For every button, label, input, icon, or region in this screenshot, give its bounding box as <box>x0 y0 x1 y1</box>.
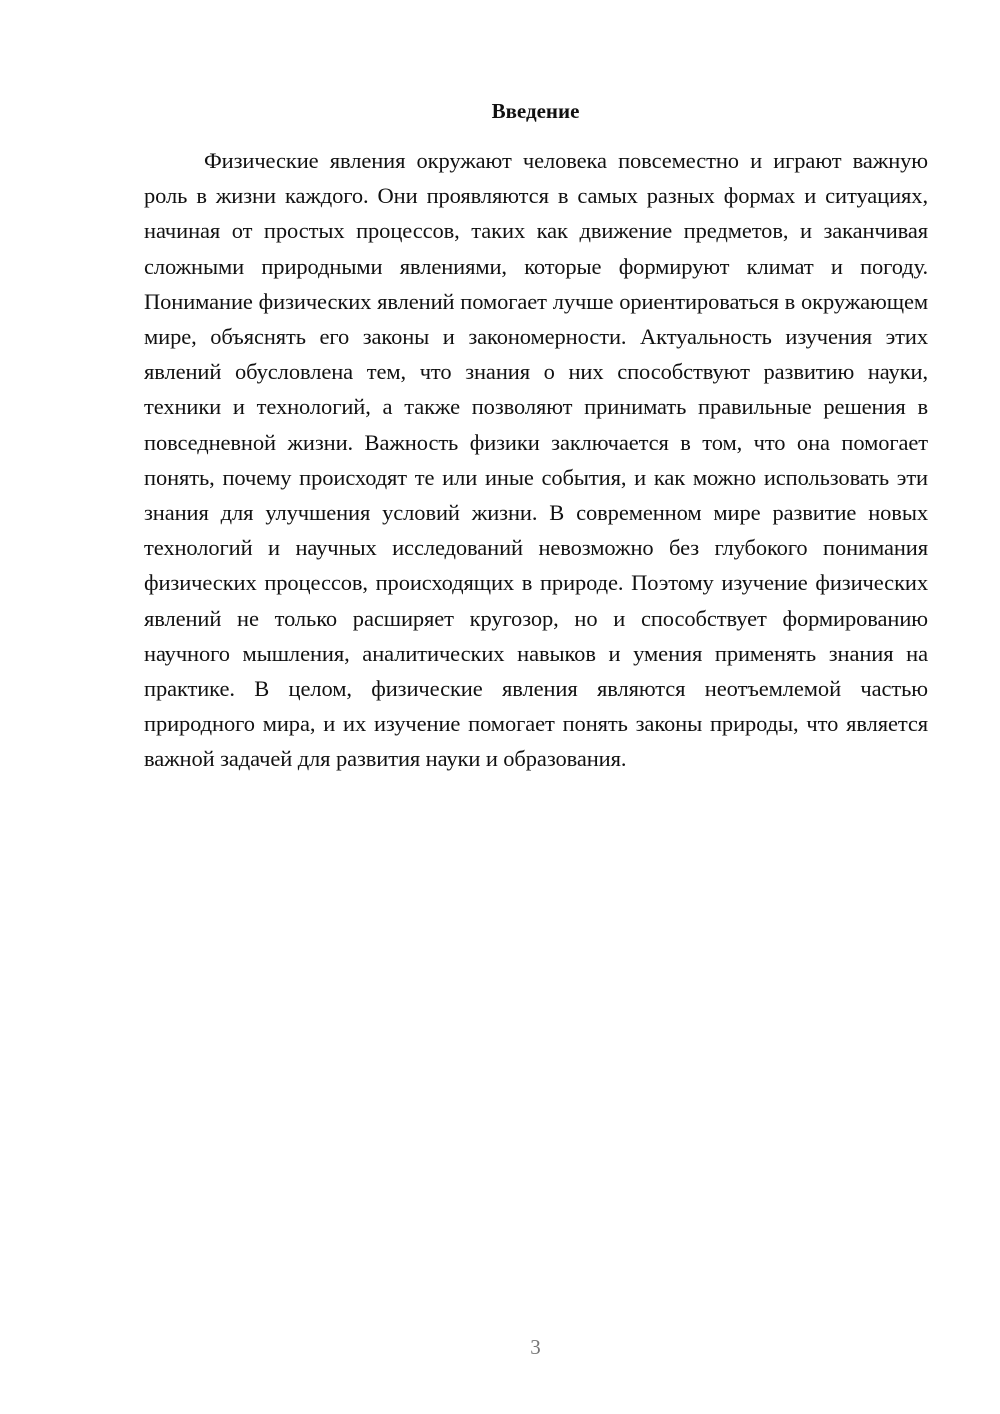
page-title: Введение <box>491 99 580 123</box>
intro-paragraph: Физические явления окружают человека повсеместно и играют важную роль в жизни каждого. Они проявляются в самых разных формах и ситуациях, начиная от простых процессов, таких как движение предметов, и заканчивая сложными природными явлениями, которые формируют климат и погоду. Понимание физических явлений помогает лучше ориентироваться в окружающем мире, объяснять его законы и закономерности. Актуальность изучения этих явлений обусловлена тем, что знания о них способствуют развитию науки, техники и технологий, а также позволяют принимать правильные решения в повседневной жизни. Важность физики заключается в том, что она помогает понять, почему происходят те или иные события, и как можно использовать эти знания для улучшения условий жизни. В современном мире развитие новых технологий и научных исследований невозможно без глубокого понимания физических процессов, происходящих в природе. Поэтому изучение физических явлений не только расширяет кругозор, но и способствует формированию научного мышления, аналитических навыков и умения применять знания на практике. В целом, физические явления являются неотъемлемой частью природного мира, и их изучение помогает понять законы природы, что является важной задачей для развития науки и образования. <box>144 148 928 772</box>
page-number: 3 <box>530 1335 541 1359</box>
